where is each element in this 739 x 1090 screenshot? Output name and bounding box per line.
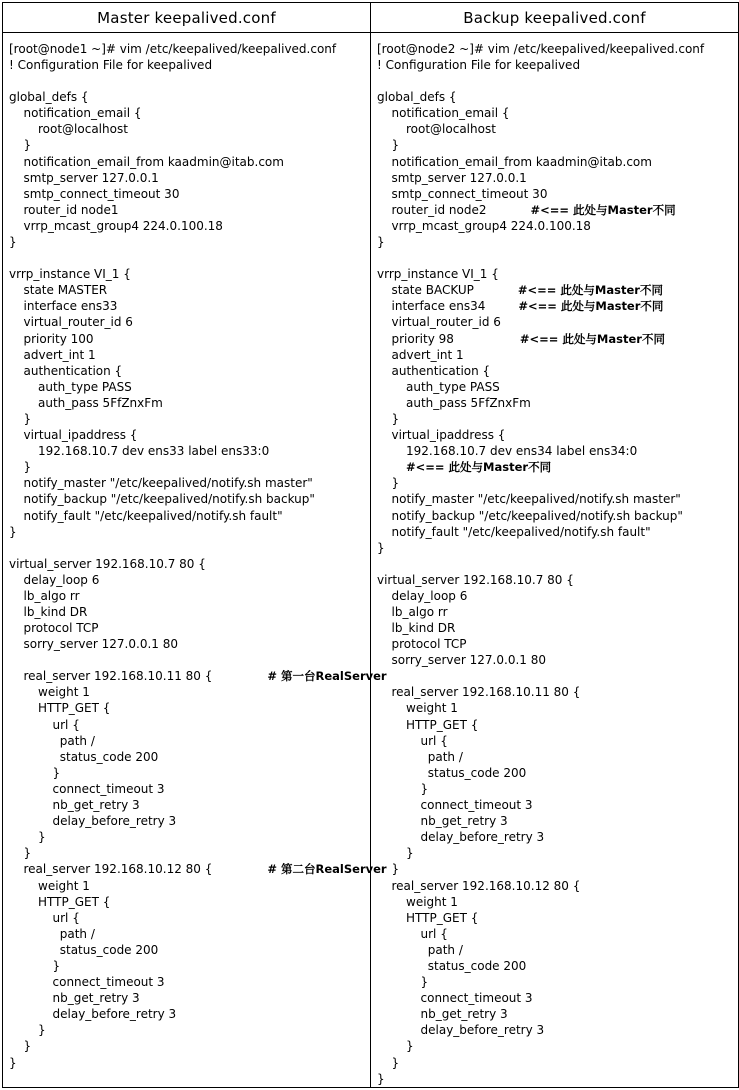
code-text: virtual_router_id 6 <box>23 315 133 330</box>
code-line <box>377 684 738 700</box>
code-text: router_id node2 <box>391 202 487 217</box>
code-text: path / <box>59 926 95 941</box>
code-line <box>9 1022 370 1038</box>
code-line <box>377 878 738 894</box>
code-text: global_defs { <box>377 90 457 105</box>
code-text: ! Configuration File for keepalived <box>377 58 581 73</box>
code-line <box>377 508 738 524</box>
code-line <box>9 974 370 990</box>
code-text: } <box>38 1023 46 1038</box>
code-text: smtp_connect_timeout 30 <box>23 186 180 201</box>
code-text: } <box>420 781 429 796</box>
code-text: virtual_server 192.168.10.7 80 { <box>9 556 206 571</box>
code-text: nb_get_retry 3 <box>52 991 140 1006</box>
code-line <box>9 508 370 524</box>
code-text: weight 1 <box>406 701 458 716</box>
code-text: weight 1 <box>406 894 458 909</box>
code-line <box>9 636 370 652</box>
code-text: vrrp_instance VI_1 { <box>377 267 499 282</box>
code-text: virtual_router_id 6 <box>391 315 501 330</box>
code-text: priority 98 <box>391 331 454 346</box>
code-line <box>377 137 738 153</box>
code-text: root@localhost <box>38 122 128 137</box>
code-text: connect_timeout 3 <box>420 991 533 1006</box>
code-line <box>9 620 370 636</box>
code-line <box>377 910 738 926</box>
code-comment: #<== 此处与Master不同 <box>519 331 665 346</box>
code-text: notify_fault "/etc/keepalived/notify.sh fault" <box>391 524 651 539</box>
code-line <box>377 89 738 105</box>
code-line <box>377 813 738 829</box>
code-text: virtual_ipaddress { <box>391 428 506 443</box>
code-text: connect_timeout 3 <box>52 975 165 990</box>
code-text: connect_timeout 3 <box>52 781 165 796</box>
code-line <box>377 894 738 910</box>
code-line <box>377 170 738 186</box>
code-line <box>9 234 370 250</box>
code-text: nb_get_retry 3 <box>52 798 140 813</box>
code-line <box>9 556 370 572</box>
code-text: virtual_server 192.168.10.7 80 { <box>377 572 574 587</box>
code-line <box>377 41 738 57</box>
code-text: real_server 192.168.10.12 80 { <box>23 862 213 877</box>
master-column-title: Master keepalived.conf <box>3 3 371 33</box>
code-line <box>9 491 370 507</box>
code-text: auth_pass 5FfZnxFm <box>406 395 531 410</box>
code-text: } <box>9 235 17 250</box>
code-text: advert_int 1 <box>23 347 96 362</box>
code-text: url { <box>52 717 80 732</box>
code-line <box>377 379 738 395</box>
code-line <box>377 395 738 411</box>
code-line <box>9 298 370 314</box>
code-line <box>377 314 738 330</box>
code-text: } <box>391 138 400 153</box>
code-line <box>9 813 370 829</box>
code-line <box>9 781 370 797</box>
code-text: HTTP_GET { <box>406 910 479 925</box>
code-line <box>377 443 738 459</box>
code-text: status_code 200 <box>427 958 527 973</box>
code-line <box>377 234 738 250</box>
code-text: vrrp_instance VI_1 { <box>9 267 131 282</box>
code-line <box>9 218 370 234</box>
code-line <box>377 475 738 491</box>
code-line <box>9 717 370 733</box>
code-text: } <box>377 235 385 250</box>
code-line <box>377 105 738 121</box>
code-line <box>377 797 738 813</box>
code-line <box>9 572 370 588</box>
code-text: protocol TCP <box>391 637 467 652</box>
code-text: path / <box>427 749 463 764</box>
code-text: status_code 200 <box>427 765 527 780</box>
code-line <box>9 475 370 491</box>
code-line <box>9 845 370 861</box>
code-comment: #<== 此处与Master不同 <box>517 283 663 298</box>
code-line <box>377 765 738 781</box>
code-text: } <box>391 411 400 426</box>
code-text: lb_algo rr <box>391 605 448 619</box>
code-line <box>377 298 738 314</box>
code-text: delay_before_retry 3 <box>52 814 177 829</box>
code-line <box>9 121 370 137</box>
code-line <box>377 926 738 942</box>
code-text: nb_get_retry 3 <box>420 814 508 829</box>
code-text: authentication { <box>23 363 123 378</box>
code-line <box>9 427 370 443</box>
code-line <box>377 282 738 298</box>
code-text: path / <box>427 942 463 957</box>
code-line <box>377 829 738 845</box>
code-text: } <box>391 862 400 877</box>
code-line <box>9 604 370 620</box>
code-line <box>377 331 738 347</box>
code-text: weight 1 <box>38 878 90 893</box>
code-text: url { <box>420 733 448 748</box>
code-line <box>377 1038 738 1054</box>
code-line <box>377 700 738 716</box>
code-text: } <box>406 846 414 861</box>
code-line <box>9 379 370 395</box>
code-text: 192.168.10.7 dev ens33 label ens33:0 <box>38 444 270 459</box>
code-text: } <box>23 460 32 475</box>
code-line <box>377 942 738 958</box>
code-line <box>377 57 738 73</box>
code-line <box>377 717 738 733</box>
code-line <box>377 1006 738 1022</box>
code-text: } <box>23 1039 32 1054</box>
code-line <box>377 749 738 765</box>
code-text: interface ens33 <box>23 299 118 314</box>
code-text: notification_email { <box>23 106 142 121</box>
code-line <box>9 266 370 282</box>
code-text: auth_type PASS <box>38 379 132 394</box>
code-text: } <box>23 138 32 153</box>
code-text: HTTP_GET { <box>406 717 479 732</box>
code-text: } <box>420 975 429 990</box>
code-text: advert_int 1 <box>391 347 464 362</box>
code-comment: #<== 此处与Master不同 <box>518 299 664 314</box>
code-text: url { <box>420 926 448 941</box>
code-line <box>9 331 370 347</box>
code-line <box>9 186 370 202</box>
code-line <box>377 186 738 202</box>
code-text: delay_loop 6 <box>23 572 100 587</box>
code-line <box>9 1038 370 1054</box>
code-line <box>377 733 738 749</box>
code-line <box>9 41 370 57</box>
code-text: [root@node1 ~]# vim /etc/keepalived/keepalived.conf <box>9 42 337 56</box>
code-text: notify_backup "/etc/keepalived/notify.sh backup" <box>391 508 683 523</box>
code-text: connect_timeout 3 <box>420 798 533 813</box>
backup-config-cell <box>371 33 739 1088</box>
master-config-cell <box>3 33 387 1088</box>
code-line <box>9 668 387 684</box>
code-line <box>377 347 738 363</box>
code-line <box>377 491 738 507</box>
code-line <box>377 218 738 234</box>
code-text: } <box>377 540 385 555</box>
code-text: smtp_server 127.0.0.1 <box>391 170 527 185</box>
code-line <box>377 636 738 652</box>
code-text: 192.168.10.7 dev ens34 label ens34:0 <box>406 444 638 459</box>
code-line <box>377 202 738 218</box>
code-text: real_server 192.168.10.11 80 { <box>23 669 213 684</box>
code-line <box>9 89 370 105</box>
code-text: } <box>406 1039 414 1054</box>
code-line <box>9 1055 370 1071</box>
master-config-code <box>3 33 387 1071</box>
code-line <box>377 540 738 556</box>
code-line <box>377 427 738 443</box>
code-line <box>9 282 370 298</box>
code-text: smtp_connect_timeout 30 <box>391 186 548 201</box>
code-line <box>377 266 738 282</box>
code-line <box>377 572 738 588</box>
code-line <box>377 588 738 604</box>
code-text: } <box>9 524 17 539</box>
code-text: real_server 192.168.10.12 80 { <box>391 878 581 893</box>
code-text: auth_type PASS <box>406 379 500 394</box>
code-text: delay_before_retry 3 <box>420 1023 545 1038</box>
config-row <box>3 33 739 1088</box>
code-line <box>377 974 738 990</box>
code-line <box>377 363 738 379</box>
code-line <box>377 1071 738 1087</box>
code-line <box>9 588 370 604</box>
code-text: sorry_server 127.0.0.1 80 <box>391 653 546 668</box>
code-text: state BACKUP <box>391 283 474 298</box>
code-line <box>9 797 370 813</box>
code-line <box>9 105 370 121</box>
code-line <box>377 781 738 797</box>
code-text: sorry_server 127.0.0.1 80 <box>23 637 178 652</box>
code-text: state MASTER <box>23 283 108 298</box>
comparison-table <box>2 2 739 1088</box>
code-line <box>9 700 370 716</box>
code-line <box>9 958 370 974</box>
code-text: root@localhost <box>406 122 496 137</box>
code-line <box>9 347 370 363</box>
code-line <box>9 1006 370 1022</box>
code-text: } <box>377 1071 385 1086</box>
code-text: } <box>52 765 61 780</box>
code-line <box>9 443 370 459</box>
code-line <box>9 829 370 845</box>
code-line <box>9 749 370 765</box>
code-text: status_code 200 <box>59 942 159 957</box>
code-line <box>377 154 738 170</box>
code-text: notify_backup "/etc/keepalived/notify.sh backup" <box>23 492 315 507</box>
code-text: global_defs { <box>9 90 89 105</box>
code-text: vrrp_mcast_group4 224.0.100.18 <box>391 218 591 233</box>
code-line <box>9 57 370 73</box>
code-line <box>9 942 370 958</box>
code-comment: # 第二台RealServer <box>267 862 387 877</box>
code-line <box>377 1055 738 1071</box>
code-line <box>9 395 370 411</box>
backup-config-code <box>371 33 738 1087</box>
code-text: authentication { <box>391 363 491 378</box>
code-line <box>9 459 370 475</box>
code-text: notify_master "/etc/keepalived/notify.sh master" <box>391 492 681 507</box>
code-line <box>377 604 738 620</box>
code-text: vrrp_mcast_group4 224.0.100.18 <box>23 218 223 233</box>
code-text: } <box>52 958 61 973</box>
code-text: router_id node1 <box>23 202 119 217</box>
code-text: notification_email_from kaadmin@itab.com <box>23 154 284 169</box>
code-text: HTTP_GET { <box>38 894 111 909</box>
code-line <box>377 1022 738 1038</box>
code-text: [root@node2 ~]# vim /etc/keepalived/keepalived.conf <box>377 42 705 56</box>
code-text: status_code 200 <box>59 749 159 764</box>
code-line <box>377 620 738 636</box>
code-line <box>9 926 370 942</box>
code-text: nb_get_retry 3 <box>420 1007 508 1022</box>
code-comment: #<== 此处与Master不同 <box>530 202 676 217</box>
code-line <box>9 894 370 910</box>
code-text: real_server 192.168.10.11 80 { <box>391 685 581 700</box>
code-line <box>9 765 370 781</box>
code-text: } <box>9 1055 17 1070</box>
code-text: lb_algo rr <box>23 588 80 603</box>
code-line <box>377 958 738 974</box>
backup-column-title: Backup keepalived.conf <box>371 3 739 33</box>
code-line <box>377 121 738 137</box>
code-line <box>377 861 738 877</box>
code-line <box>377 845 738 861</box>
code-line <box>377 652 738 668</box>
code-text: notification_email { <box>391 106 510 121</box>
code-line <box>9 524 370 540</box>
code-text: ! Configuration File for keepalived <box>9 58 213 73</box>
code-line <box>9 861 387 877</box>
code-text: lb_kind DR <box>391 621 456 636</box>
code-text: } <box>391 476 400 491</box>
code-text: delay_before_retry 3 <box>52 1007 177 1022</box>
code-line <box>9 733 370 749</box>
code-line <box>377 411 738 427</box>
code-text: interface ens34 <box>391 299 486 314</box>
code-line <box>9 363 370 379</box>
code-line <box>9 878 370 894</box>
code-text: virtual_ipaddress { <box>23 428 138 443</box>
code-comment: #<== 此处与Master不同 <box>406 460 552 475</box>
code-line <box>9 137 370 153</box>
code-line <box>9 411 370 427</box>
code-line <box>377 990 738 1006</box>
code-text: } <box>23 846 32 861</box>
code-text: delay_before_retry 3 <box>420 830 545 845</box>
code-text: } <box>38 830 46 845</box>
code-line <box>9 684 370 700</box>
code-text: auth_pass 5FfZnxFm <box>38 395 163 410</box>
code-line <box>9 202 370 218</box>
code-text: priority 100 <box>23 331 94 346</box>
code-text: notification_email_from kaadmin@itab.com <box>391 154 652 169</box>
code-text: } <box>23 411 32 426</box>
code-text: smtp_server 127.0.0.1 <box>23 170 159 185</box>
code-text: } <box>391 1055 400 1070</box>
code-text: notify_master "/etc/keepalived/notify.sh master" <box>23 476 313 491</box>
code-line <box>9 154 370 170</box>
header-row <box>3 3 739 33</box>
code-text: HTTP_GET { <box>38 701 111 716</box>
code-line <box>377 524 738 540</box>
code-line <box>9 170 370 186</box>
code-text: notify_fault "/etc/keepalived/notify.sh fault" <box>23 508 283 523</box>
code-text: lb_kind DR <box>23 605 88 619</box>
code-text: delay_loop 6 <box>391 588 468 603</box>
code-text: path / <box>59 733 95 748</box>
code-line <box>377 459 738 475</box>
code-text: weight 1 <box>38 685 90 700</box>
code-text: protocol TCP <box>23 621 99 636</box>
code-text: url { <box>52 910 80 925</box>
code-line <box>9 314 370 330</box>
code-line <box>9 910 370 926</box>
code-line <box>9 990 370 1006</box>
code-comment: # 第一台RealServer <box>267 669 387 684</box>
